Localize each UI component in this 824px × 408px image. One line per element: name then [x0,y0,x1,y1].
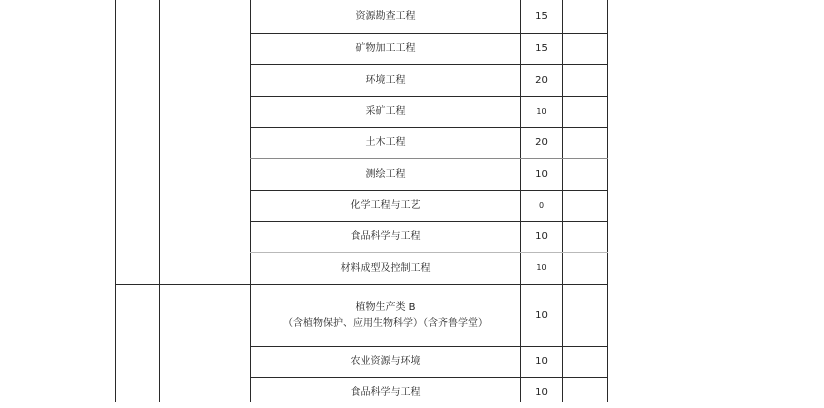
count-cell: 10 [535,387,548,398]
count-cell: 10 [535,356,548,367]
count-cell: 10 [536,106,547,116]
major-cell: 矿物加工工程 [355,43,416,54]
count-cell: 20 [535,137,548,148]
major-cell: 食品科学与工程 [350,387,421,398]
major-cell: 采矿工程 [365,106,406,117]
count-cell: 15 [535,43,548,54]
major-cell: 食品科学与工程 [350,231,421,242]
major-cell-line1: 植物生产类 B [355,301,416,313]
table-vline-0 [115,0,116,402]
major-cell: 农业资源与环境 [350,356,421,367]
major-cell: 环境工程 [365,74,406,86]
major-cell: 化学工程与工艺 [350,200,421,211]
count-cell: 0 [538,200,545,210]
major-cell [251,285,520,346]
major-cell: 测绘工程 [365,168,406,180]
major-cell: 材料成型及控制工程 [340,262,431,274]
count-cell: 10 [535,231,548,242]
count-cell: 15 [535,11,548,22]
count-cell: 10 [535,309,548,321]
table-vline-4 [562,0,563,402]
major-cell: 资源勘查工程 [355,11,416,22]
table-vline-1 [159,0,160,402]
count-cell: 10 [535,168,548,180]
major-cell-line2: （含植物保护、应用生物科学）（含齐鲁学堂） [283,317,488,329]
count-cell: 10 [536,263,547,273]
major-cell: 土木工程 [365,137,406,148]
count-cell: 20 [535,74,548,86]
table-vline-5 [607,0,608,402]
